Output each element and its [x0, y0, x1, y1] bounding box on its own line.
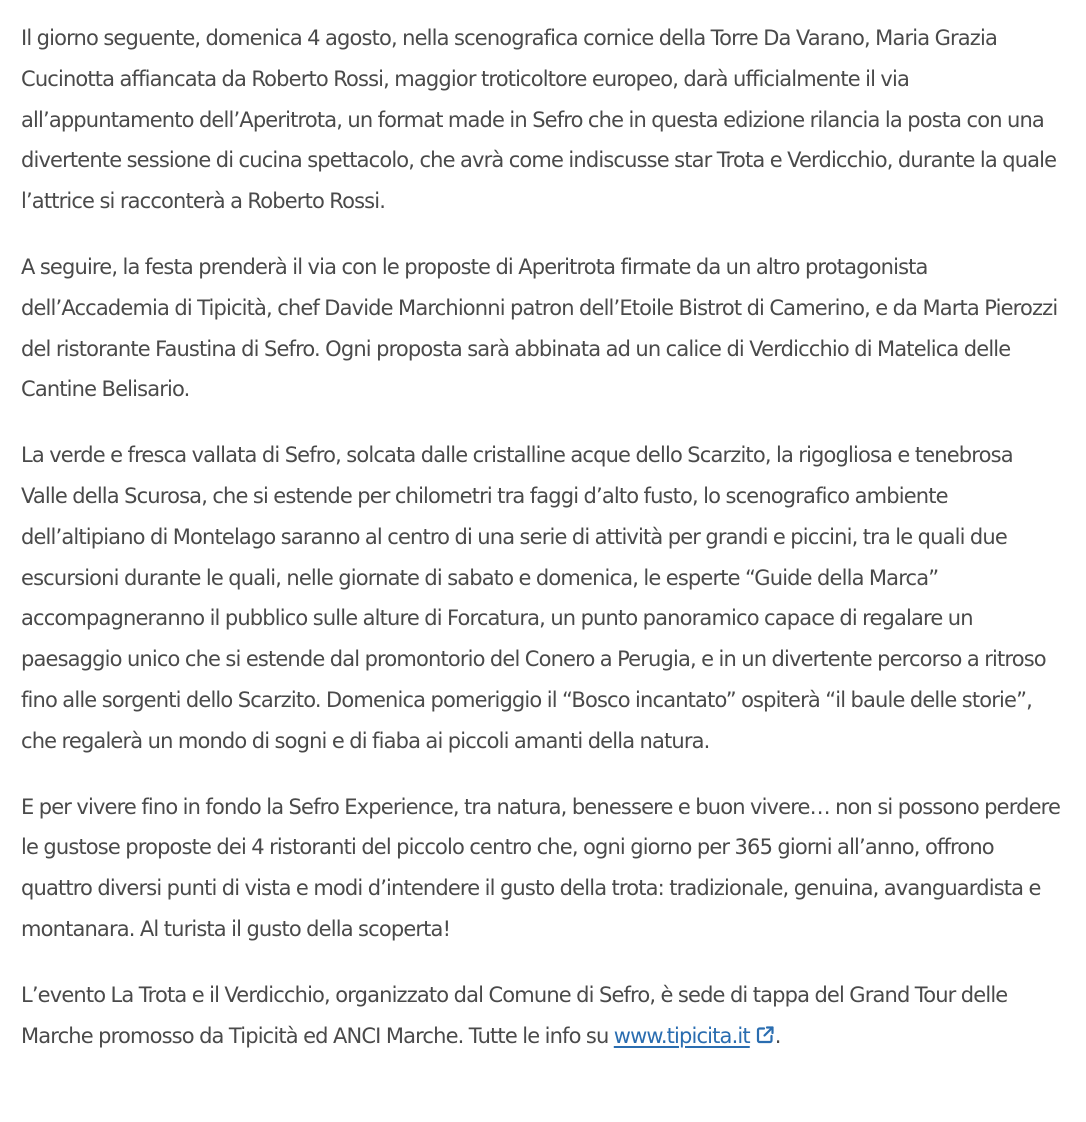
- article-paragraph-4: E per vivere fino in fondo la Sefro Experience, tra natura, benessere e buon vivere… non si possono perdere le gustose proposte dei 4 ristoranti del piccolo centro che, ogni giorno per 365 giorni all’anno, offrono quattro diversi punti di vista e modi d’intendere il gusto della trota: tradizionale, genuina, avanguardista e montanara. Al turista il gusto della scoperta!: [21, 794, 1061, 941]
- external-link-icon: [755, 1018, 775, 1059]
- tipicita-link[interactable]: [614, 1024, 775, 1048]
- article-paragraph-2: A seguire, la festa prenderà il via con le proposte di Aperitrota firmate da un altro protagonista dell’Accademia di Tipicità, chef Davide Marchionni patron dell’Etoile Bistrot di Camerino, e da Marta Pierozzi del ristorante Faustina di Sefro. Ogni proposta sarà abbinata ad un calice di Verdicchio di Matelica delle Cantine Belisario.: [21, 254, 1058, 402]
- article-paragraph-5-text: L’evento La Trota e il Verdicchio, organizzato dal Comune di Sefro, è sede di tappa del Grand Tour delle Marche promosso da Tipicità ed ANCI Marche. Tutte le info su: [21, 982, 1008, 1048]
- article-body: [21, 18, 1063, 1083]
- article-paragraph-3: La verde e fresca vallata di Sefro, solcata dalle cristalline acque dello Scarzito, la rigogliosa e tenebrosa Valle della Scurosa, che si estende per chilometri tra faggi d’alto fusto, lo scenografico ambiente dell’altipiano di Montelago saranno al centro di una serie di attività per grandi e piccini, tra le quali due escursioni durante le quali, nelle giornate di sabato e domenica, le esperte “Guide della Marca” accompagneranno il pubblico sulle alture di Forcatura, un punto panoramico capace di regalare un paesaggio unico che si estende dal promontorio del Conero a Perugia, e in un divertente percorso a ritroso fino alle sorgenti dello Scarzito. Domenica pomeriggio il “Bosco incantato” ospiterà “il baule delle storie”, che regalerà un mondo di sogni e di fiaba ai piccoli amanti della natura.: [21, 443, 1046, 753]
- tipicita-link-text: www.tipicita.it: [613, 1023, 750, 1048]
- article-paragraph-5-trailing: .: [774, 1023, 781, 1048]
- article-paragraph-1: Il giorno seguente, domenica 4 agosto, nella scenografica cornice della Torre Da Varano, Maria Grazia Cucinotta affiancata da Roberto Rossi, maggior troticoltore europeo, darà ufficialmente il via all’appuntamento dell’Aperitrota, un format made in Sefro che in questa edizione rilancia la posta con una divertente sessione di cucina spettacolo, che avrà come indiscusse star Trota e Verdicchio, durante la quale l’attrice si racconterà a Roberto Rossi.: [21, 26, 1057, 214]
- article-paragraph-5: [21, 975, 1063, 1059]
